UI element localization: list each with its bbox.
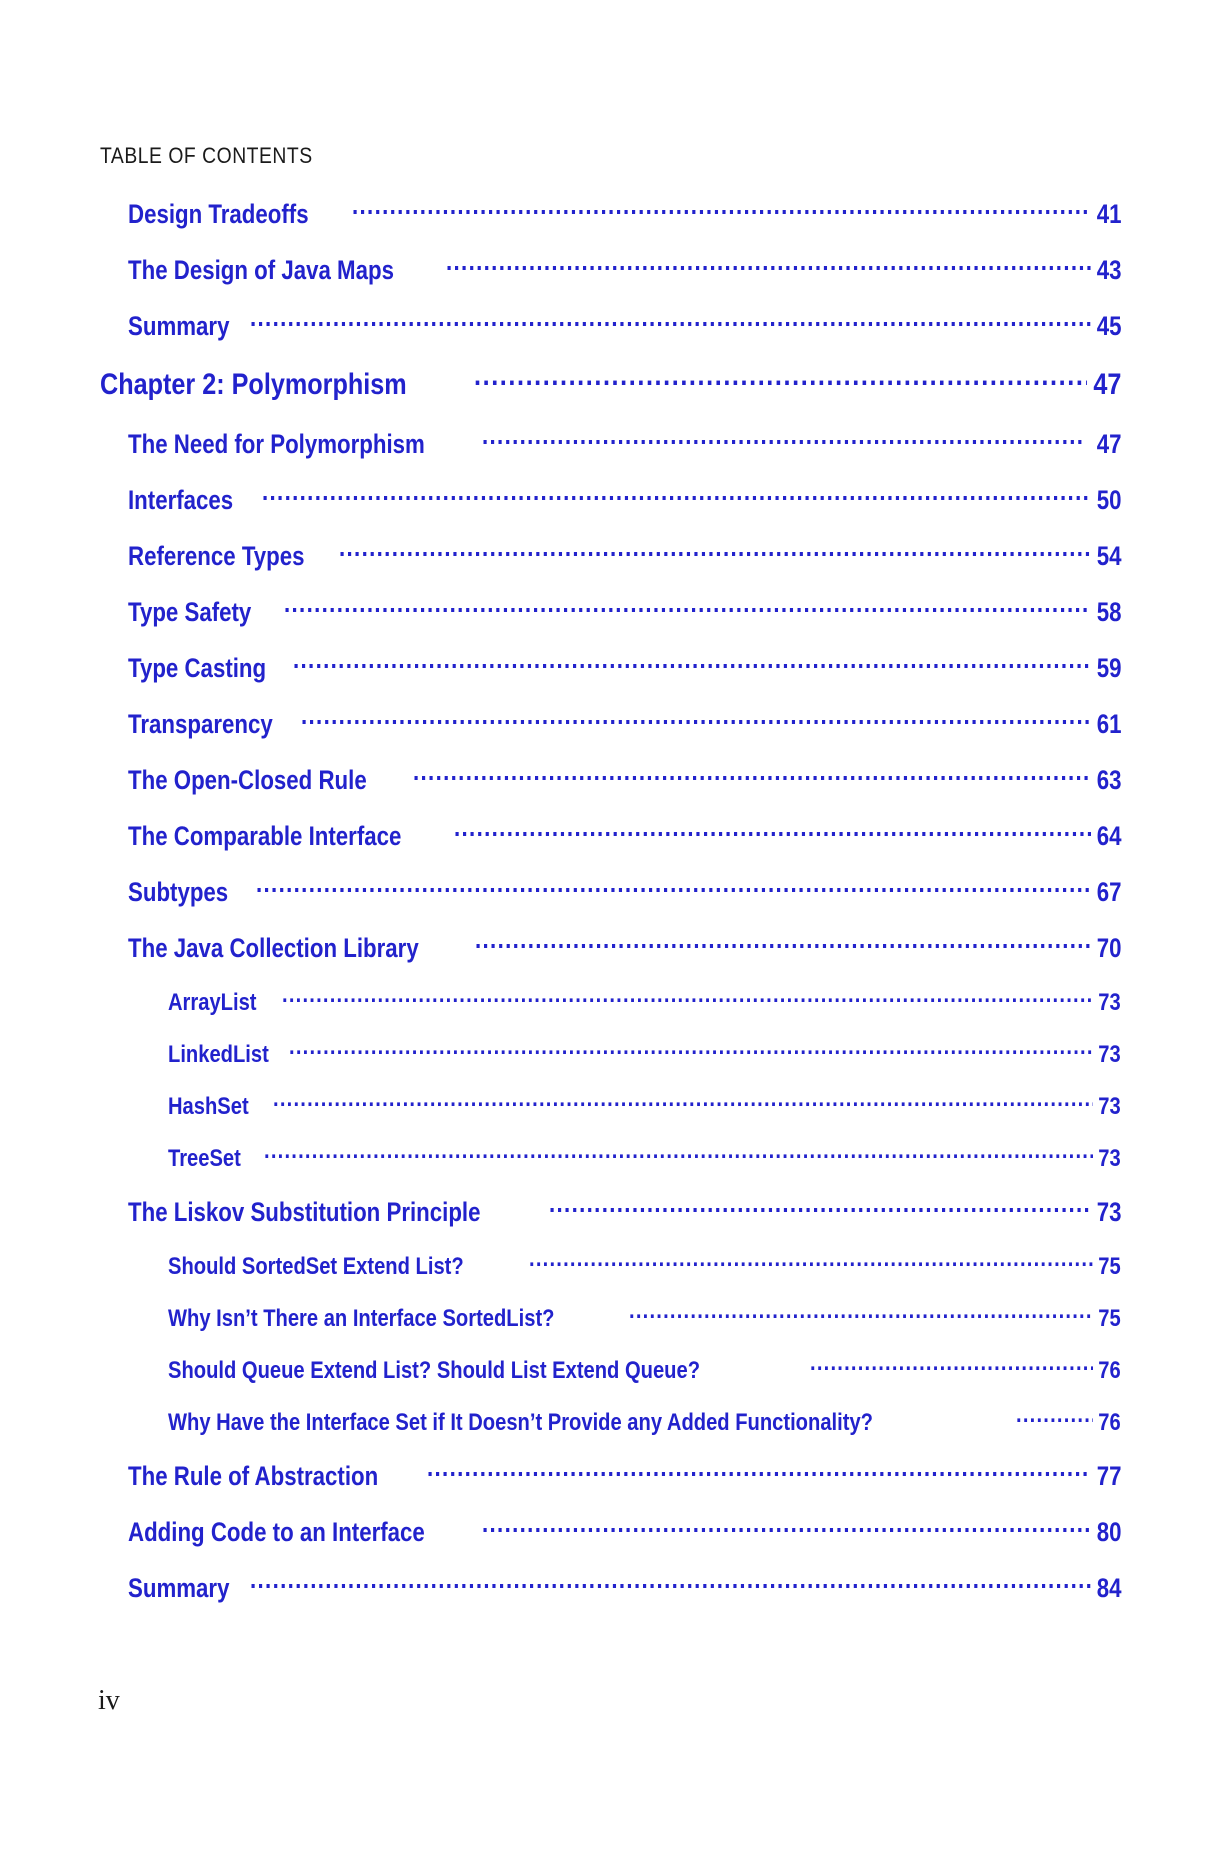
toc-entry-page-number: 73 — [1098, 1041, 1121, 1068]
toc-entry-page-number: 84 — [1096, 1572, 1121, 1603]
toc-entry-page-number: 59 — [1096, 652, 1121, 683]
toc-entry-page-number: 75 — [1098, 1253, 1121, 1280]
dot-leader — [250, 308, 1091, 335]
toc-entry-title: Subtypes — [128, 876, 229, 907]
toc-entry[interactable] — [0, 1038, 1221, 1090]
dot-leader — [474, 364, 1087, 394]
toc-entry[interactable] — [0, 538, 1221, 594]
toc-entry[interactable] — [0, 874, 1221, 930]
toc-entry[interactable] — [0, 650, 1221, 706]
toc-entry-title: Why Isn’t There an Interface SortedList? — [168, 1305, 555, 1332]
toc-entry-page-number: 80 — [1096, 1516, 1121, 1547]
toc-entry[interactable] — [0, 706, 1221, 762]
toc-entry[interactable] — [0, 482, 1221, 538]
toc-entry-page-number: 76 — [1098, 1409, 1121, 1436]
toc-entry-title: Design Tradeoffs — [128, 198, 309, 229]
toc-entry-page-number: 43 — [1096, 254, 1121, 285]
toc-entry-title: Reference Types — [128, 540, 305, 571]
dot-leader — [427, 1458, 1091, 1485]
toc-entry-page-number: 64 — [1096, 820, 1121, 851]
toc-entry-page-number: 67 — [1096, 876, 1121, 907]
toc-entry-page-number: 73 — [1096, 1196, 1121, 1227]
toc-entry-page-number: 77 — [1096, 1460, 1121, 1491]
toc-entry-page-number: 54 — [1096, 540, 1121, 571]
toc-entry[interactable] — [0, 1194, 1221, 1250]
toc-entry[interactable] — [0, 762, 1221, 818]
toc-entry-title: Chapter 2: Polymorphism — [100, 368, 407, 401]
toc-entry-page-number: 63 — [1096, 764, 1121, 795]
toc-entry-page-number: 47 — [1096, 428, 1121, 459]
toc-list — [0, 196, 1221, 1626]
toc-entry-page-number: 50 — [1096, 484, 1121, 515]
toc-entry[interactable] — [0, 364, 1221, 426]
toc-entry-title: Why Have the Interface Set if It Doesn’t Provide any Added Functionality? — [168, 1409, 873, 1436]
dot-leader — [339, 538, 1090, 565]
toc-entry[interactable] — [0, 308, 1221, 364]
toc-entry-title: HashSet — [168, 1093, 249, 1120]
dot-leader — [446, 252, 1091, 279]
toc-entry[interactable] — [0, 1354, 1221, 1406]
dot-leader — [549, 1194, 1091, 1221]
toc-entry-page-number: 76 — [1098, 1357, 1121, 1384]
toc-entry[interactable] — [0, 818, 1221, 874]
dot-leader — [352, 196, 1091, 223]
toc-entry-title: The Open-Closed Rule — [128, 764, 367, 795]
toc-entry[interactable] — [0, 252, 1221, 308]
toc-entry-page-number: 73 — [1098, 989, 1121, 1016]
dot-leader — [264, 1142, 1094, 1166]
toc-entry-title: Should SortedSet Extend List? — [168, 1253, 464, 1280]
toc-entry-title: The Comparable Interface — [128, 820, 402, 851]
toc-entry[interactable] — [0, 1458, 1221, 1514]
dot-leader — [256, 874, 1090, 901]
toc-entry[interactable] — [0, 594, 1221, 650]
toc-entry[interactable] — [0, 1142, 1221, 1194]
toc-entry[interactable] — [0, 930, 1221, 986]
toc-entry-page-number: 58 — [1096, 596, 1121, 627]
page-folio: iv — [98, 1685, 120, 1716]
dot-leader — [284, 594, 1091, 621]
toc-entry-page-number: 41 — [1096, 198, 1121, 229]
dot-leader — [475, 930, 1090, 957]
toc-entry-page-number: 73 — [1098, 1093, 1121, 1120]
dot-leader — [810, 1354, 1093, 1378]
dot-leader — [262, 482, 1090, 509]
toc-entry[interactable] — [0, 1302, 1221, 1354]
dot-leader — [282, 986, 1093, 1010]
toc-entry-title: Interfaces — [128, 484, 234, 515]
toc-entry[interactable] — [0, 1514, 1221, 1570]
dot-leader — [250, 1570, 1091, 1597]
toc-entry-page-number: 70 — [1096, 932, 1121, 963]
dot-leader — [629, 1302, 1093, 1326]
toc-entry-page-number: 47 — [1092, 368, 1121, 401]
dot-leader — [454, 818, 1090, 845]
toc-entry[interactable] — [0, 986, 1221, 1038]
toc-entry-title: Adding Code to an Interface — [128, 1516, 425, 1547]
toc-entry-title: The Design of Java Maps — [128, 254, 394, 285]
dot-leader — [1016, 1406, 1093, 1430]
toc-entry-page-number: 73 — [1098, 1145, 1121, 1172]
toc-entry-title: LinkedList — [168, 1041, 269, 1068]
dot-leader — [482, 1514, 1090, 1541]
toc-entry-title: Should Queue Extend List? Should List Extend Queue? — [168, 1357, 701, 1384]
toc-entry-title: The Rule of Abstraction — [128, 1460, 379, 1491]
dot-leader — [293, 650, 1090, 677]
toc-entry-page-number: 45 — [1096, 310, 1121, 341]
toc-entry-title: ArrayList — [168, 989, 257, 1016]
running-head: TABLE OF CONTENTS — [100, 143, 313, 168]
dot-leader — [482, 426, 1082, 453]
toc-entry[interactable] — [0, 1250, 1221, 1302]
dot-leader — [273, 1090, 1093, 1114]
dot-leader — [289, 1038, 1093, 1062]
toc-entry[interactable] — [0, 1406, 1221, 1458]
toc-entry-title: The Java Collection Library — [128, 932, 419, 963]
toc-entry[interactable] — [0, 196, 1221, 252]
toc-entry-title: The Need for Polymorphism — [128, 428, 425, 459]
toc-entry[interactable] — [0, 426, 1221, 482]
toc-entry-title: TreeSet — [168, 1145, 241, 1172]
toc-entry-title: Summary — [128, 1572, 230, 1603]
toc-entry[interactable] — [0, 1570, 1221, 1626]
toc-entry-page-number: 61 — [1096, 708, 1121, 739]
toc-entry-title: Transparency — [128, 708, 273, 739]
toc-entry-title: Summary — [128, 310, 230, 341]
dot-leader — [413, 762, 1090, 789]
toc-entry-page-number: 75 — [1098, 1305, 1121, 1332]
toc-entry-title: The Liskov Substitution Principle — [128, 1196, 481, 1227]
toc-entry-title: Type Casting — [128, 652, 267, 683]
toc-entry-title: Type Safety — [128, 596, 252, 627]
dot-leader — [301, 706, 1090, 733]
dot-leader — [529, 1250, 1093, 1274]
toc-entry[interactable] — [0, 1090, 1221, 1142]
